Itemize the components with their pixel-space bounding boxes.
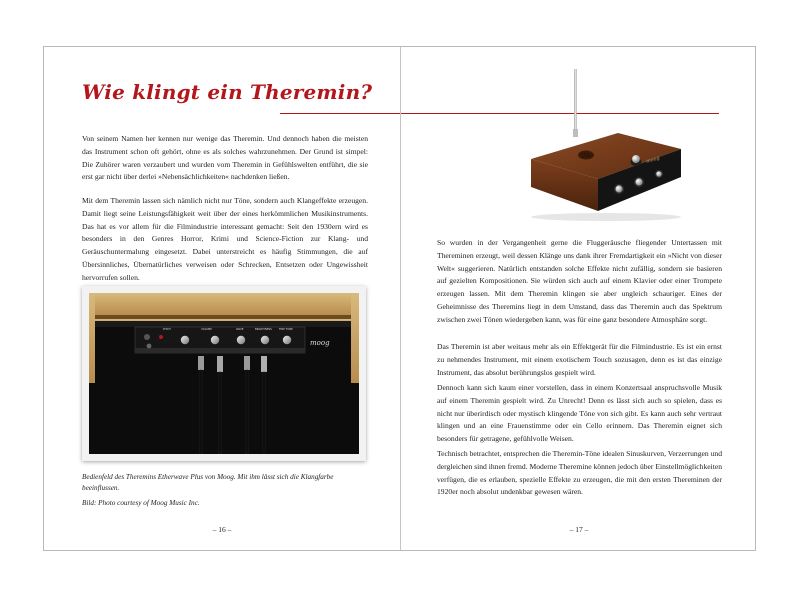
- panel-label-brightness: BRIGHTNESS: [255, 328, 272, 331]
- paragraph-6: Technisch betrachtet, entsprechen die Theremin-Töne idealen Sinuskurven, Verzerrungen und dergleichen sind ihnen fremd. Moderne Theremine können jedoch über Einstellmöglichkeiten verfügen, die es erlauben, spezielle Effekte zu erzeugen, die mit den ersten Thereminen der 1920er noch absolut undenkbar gewesen wären.: [437, 449, 722, 497]
- paragraph-3: So wurden in der Vergangenheit gerne die Fluggeräusche fliegender Untertassen mit Thereminen erzeugt, weil dessen Klänge uns dank ihrer Fremdartigkeit ein »Nicht von dieser Welt« suggerieren. Natürlich entstanden solche Effekte nicht zufällig, sondern sie basieren auf gezielten Kompositionen. Sie würden sich auch auf einem Klavier oder einer Trompete erzeugen lassen. Mit dem Theremin klingen sie aber ungleich schauriger. Eines der Geheimnisse des Theremins liegt in dem Umstand, dass das Theremin auch das Spektrum zwischen zwei Tönen wiedergeben kann, was für eine ganz besondere Atmosphäre sorgt.: [437, 238, 722, 324]
- panel-label-wave: WAVE: [236, 328, 244, 331]
- panel-label-pitch: PITCH: [163, 328, 171, 331]
- device-brand-label: moog: [645, 155, 661, 165]
- page-number-left: – 16 –: [212, 525, 232, 534]
- left-page: [44, 47, 400, 550]
- paragraph-4: Das Theremin ist aber weitaus mehr als ein Effektgerät für die Filmindustrie. Es ist ein ernst zu nehmendes Instrument, mit einem exotischem Touch sozusagen, denn es ist das einzige Instrument, das absolut berührungslos gespielt wird.: [437, 342, 722, 377]
- figure-credit: Bild: Photo courtesy of Moog Music Inc.: [82, 499, 200, 507]
- etherwave-panel-illustration: [89, 293, 359, 454]
- panel-brand-logo: moog: [310, 339, 330, 347]
- right-page: [401, 47, 757, 550]
- title-rule: [280, 113, 400, 114]
- paragraph-5: Dennoch kann sich kaum einer vorstellen, dass in einem Konzertsaal anspruchsvolle Musik auf einem Theremin gespielt wird. Zu Unrecht! Denn es lässt sich auch so spielen, dass es nicht nur überirdisch oder mystisch klingende Töne von sich gibt. Es kann auch sehr vertraut klingen und an eine Frauenstimme oder ein Cello erinnern. Das Theremin eignet sich besonders für getragene, gefühlvolle Weisen.: [437, 383, 722, 444]
- figure-caption: Bedienfeld des Theremins Etherwave Plus von Moog. Mit ihm lässt sich die Klangfarbe beeinflussen.: [82, 473, 334, 492]
- theremin-illustration: [506, 69, 686, 231]
- book-spread: [43, 46, 756, 551]
- page-number-right: – 17 –: [569, 525, 589, 534]
- theremin-photo: [506, 69, 686, 231]
- etherwave-panel-photo: [82, 286, 366, 461]
- chapter-title: Wie klingt ein Theremin?: [82, 80, 373, 104]
- paragraph-2: Mit dem Theremin lassen sich nämlich nicht nur Töne, sondern auch Klangeffekte erzeugen. Damit liegt seine Leistungsfähigkeit weit über der eines herkömmlichen Musikinstruments. Das hat es vor allem für die Filmindustrie interessant gemacht: Seit den 1930ern wird es besonders in den Genres Horror, Krimi und Science-Fiction zur Klang- und Geräuschuntermalung eingesetzt. Dabei unterstreicht es häufig Stimmungen, die auf Übersinnliches, Übernatürliches verweisen oder Schrecken, Entsetzen oder Ungewissheit hervorrufen sollen.: [82, 196, 368, 282]
- panel-label-fine-tune: FINE TUNE: [279, 328, 293, 331]
- panel-label-volume: VOLUME: [201, 328, 212, 331]
- paragraph-1: Von seinem Namen her kennen nur wenige das Theremin. Und dennoch haben die meisten das Instrument schon oft gehört, ohne es als solches wahrzunehmen. Der Grund ist simpel: Die Zuhörer waren verzaubert und wurden vom Theremin in Gefühlswelten entführt, die sie erst gar nicht über derlei »Nebensächlichkeiten« nachdenken ließen.: [82, 134, 368, 182]
